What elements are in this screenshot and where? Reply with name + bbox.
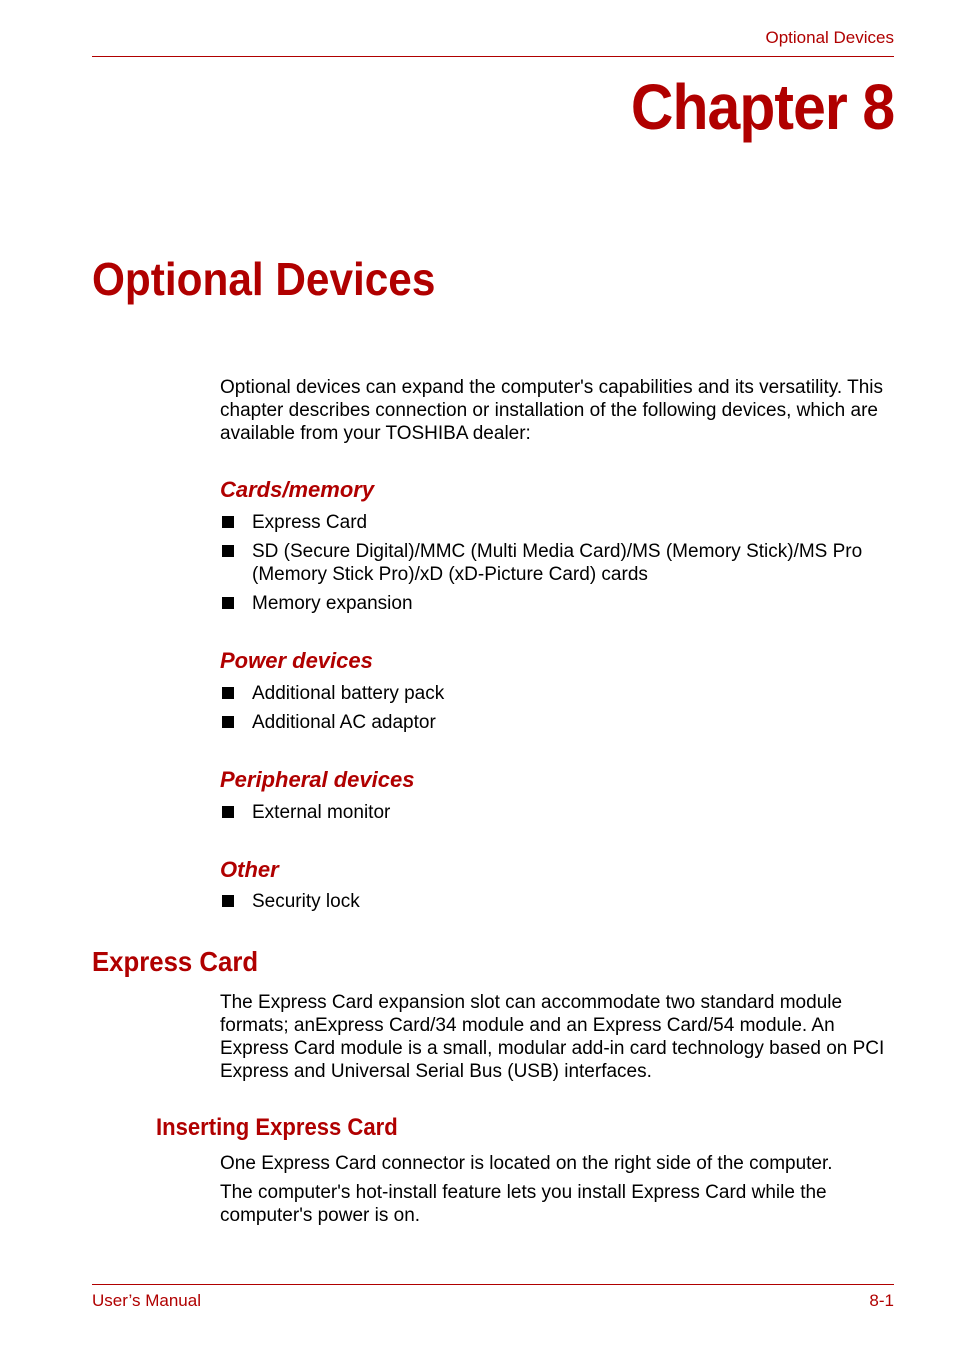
chapter-label: Chapter 8 <box>630 71 894 143</box>
list-item: Memory expansion <box>220 592 894 615</box>
bullet-square-icon <box>222 597 234 609</box>
group-title-cards: Cards/memory <box>220 477 375 502</box>
group-title-other: Other <box>220 857 279 882</box>
list-item: Additional battery pack <box>220 682 894 705</box>
express-card-paragraph: The Express Card expansion slot can accommodate two standard module formats; anExpress Card/34 module and an Express Card/54 module. An Express Card module is a small, modular add-in card technology based on PCI Express and Universal Serial Bus (USB) interfaces. <box>220 992 885 1082</box>
list-item: Security lock <box>220 890 894 913</box>
peripheral-list <box>220 801 894 830</box>
inserting-paragraph-2: The computer's hot-install feature lets you install Express Card while the computer's power is on. <box>220 1182 827 1226</box>
list-item: Express Card <box>220 511 894 534</box>
bullet-square-icon <box>222 687 234 699</box>
group-title-peripheral: Peripheral devices <box>220 767 415 792</box>
list-item: External monitor <box>220 801 894 824</box>
header-rule <box>92 56 894 57</box>
footer-rule <box>92 1284 894 1285</box>
group-title-power: Power devices <box>220 648 373 673</box>
other-list <box>220 890 894 919</box>
express-card-heading: Express Card <box>92 946 259 977</box>
inserting-paragraph-1: One Express Card connector is located on the right side of the computer. <box>220 1153 833 1174</box>
cards-list <box>220 511 894 621</box>
bullet-square-icon <box>222 545 234 557</box>
power-list <box>220 682 894 740</box>
running-header: Optional Devices <box>765 28 894 47</box>
list-item: SD (Secure Digital)/MMC (Multi Media Card)/MS (Memory Stick)/MS Pro (Memory Stick Pro)/xD (xD-Picture Card) cards <box>220 540 894 586</box>
intro-paragraph: Optional devices can expand the computer's capabilities and its versatility. This chapter describes connection or installation of the following devices, which are available from your TOSHIBA dealer: <box>220 377 883 444</box>
chapter-title: Optional Devices <box>92 253 436 305</box>
list-item: Additional AC adaptor <box>220 711 894 734</box>
bullet-square-icon <box>222 806 234 818</box>
bullet-square-icon <box>222 516 234 528</box>
inserting-express-card-heading: Inserting Express Card <box>156 1114 398 1141</box>
page-number: 8-1 <box>869 1291 894 1310</box>
footer-manual-label: User’s Manual <box>92 1291 201 1310</box>
bullet-square-icon <box>222 895 234 907</box>
bullet-square-icon <box>222 716 234 728</box>
